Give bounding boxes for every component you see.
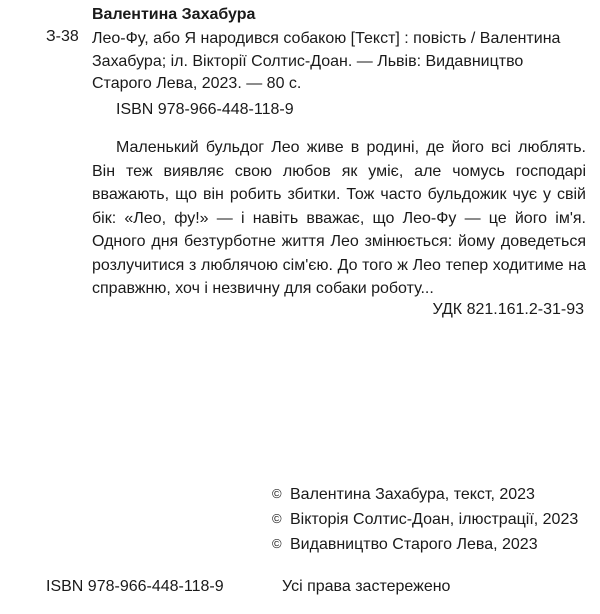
copyright-text: Валентина Захабура, текст, 2023 (290, 486, 535, 503)
copyright-line-author (272, 486, 535, 504)
copyright-icon: © (272, 486, 282, 501)
copyright-icon: © (272, 511, 282, 526)
book-summary: Маленький бульдог Лео живе в родині, де його всі люблять. Він теж виявляє свою любов як уміє, але чомусь господарі вважають, що він робить збитки. Тож часто бульдожик чує у свій бік: «Лео, фу!» — і навіть вважає, що Лео-Фу — це його ім'я. Одного дня безтурботне життя Лео змінюється: йому доведеться розлучитися з люблячою сім'єю. До того ж Лео тепер ходитиме на справжню, хоч і незвичну для собаки роботу... (92, 139, 586, 297)
catalog-code: З-38 (46, 28, 79, 45)
copyright-text: Видавництво Старого Лева, 2023 (290, 536, 538, 553)
copyright-line-illustrator (272, 511, 578, 529)
udk-code: УДК 821.161.2-31-93 (432, 301, 584, 318)
bibliographic-description: Лео-Фу, або Я народився собакою [Текст] : повість / Валентина Захабура; іл. Вікторії Солтис-Доан. — Львів: Видавництво Старого Лева, 2023. — 80 с. (92, 30, 561, 92)
rights-reserved: Усі права застережено (282, 578, 451, 595)
isbn-top: ISBN 978-966-448-118-9 (116, 101, 294, 118)
copyright-icon: © (272, 536, 282, 551)
copyright-line-publisher (272, 536, 538, 554)
author-heading: Валентина Захабура (92, 6, 256, 23)
isbn-bottom: ISBN 978-966-448-118-9 (46, 578, 224, 595)
copyright-text: Вікторія Солтис-Доан, ілюстрації, 2023 (290, 511, 579, 528)
